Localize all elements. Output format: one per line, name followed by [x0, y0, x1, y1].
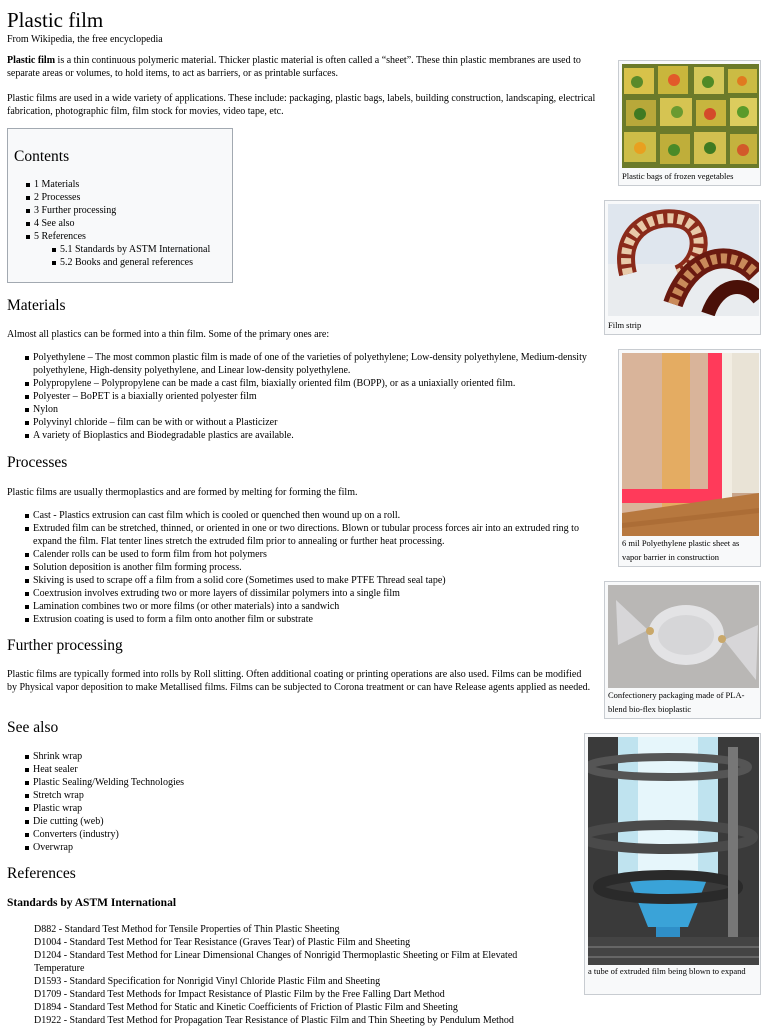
list-item: Extrusion coating is used to form a film onto another film or substrate [33, 613, 597, 626]
toc-item[interactable]: 4 See also [34, 217, 210, 230]
figure-film-strip [604, 200, 761, 335]
list-item[interactable]: Heat sealer [33, 763, 333, 776]
reference-item: D1922 - Standard Test Method for Propagation Tear Resistance of Plastic Film and Thin Sheeting by Pendulum Method [34, 1015, 514, 1026]
toc-item-label[interactable]: 5 References [34, 231, 86, 242]
list-item: A variety of Bioplastics and Biodegradable plastics are available. [33, 429, 597, 442]
intro-paragraph-2: Plastic films are used in a wide variety of applications. These include: packaging, plastic bags, labels, building construction, landscaping, electrical fabrication, photographic film, film stock for movies, video tape, etc. [7, 93, 596, 117]
reference-item: D1004 - Standard Test Method for Tear Resistance (Graves Tear) of Plastic Film and Sheeting [34, 937, 411, 948]
film-strip-image [608, 204, 759, 316]
table-of-contents [7, 128, 233, 283]
figure-caption: Film strip [608, 320, 642, 330]
figure-caption: 6 mil Polyethylene plastic sheet as vapor barrier in construction [622, 538, 740, 562]
references-list [34, 923, 559, 1027]
materials-intro: Almost all plastics can be formed into a thin film. Some of the primary ones are: [7, 329, 330, 340]
page-title: Plastic film [7, 8, 104, 32]
list-item[interactable]: Overwrap [33, 841, 333, 854]
toc-subitem[interactable]: 5.1 Standards by ASTM International [60, 244, 211, 255]
processes-list [7, 509, 597, 626]
further-processing-heading: Further processing [7, 637, 123, 654]
see-also-list [7, 750, 333, 854]
toc-item[interactable]: 1 Materials [34, 178, 210, 191]
list-item[interactable]: Die cutting (web) [33, 815, 333, 828]
list-item: Polyethylene – The most common plastic film is made of one of the varieties of polyethylene; Low-density polyethylene, Medium-density polyethylene, High-density polyethylene, and Linear low-density polyethylene. [33, 351, 597, 377]
list-item: Polyvinyl chloride – film can be with or without a Plasticizer [33, 416, 597, 429]
materials-heading: Materials [7, 297, 66, 314]
toc-item[interactable]: 2 Processes [34, 191, 210, 204]
toc-list [14, 178, 210, 269]
figure-caption: Confectionery packaging made of PLA-blend bio-flex bioplastic [608, 690, 745, 714]
list-item: Skiving is used to scrape off a film from a solid core (Sometimes used to make PTFE Thread seal tape) [33, 574, 597, 587]
intro-bold-term: Plastic film [7, 55, 56, 66]
processes-intro: Plastic films are usually thermoplastics and are formed by melting for forming the film. [7, 487, 358, 498]
figure-confectionery-packaging [604, 581, 761, 719]
processes-heading: Processes [7, 454, 68, 471]
toc-item[interactable] [34, 230, 210, 269]
list-item: Calender rolls can be used to form film from hot polymers [33, 548, 597, 561]
reference-item: D882 - Standard Test Method for Tensile Properties of Thin Plastic Sheeting [34, 924, 340, 935]
list-item[interactable]: Converters (industry) [33, 828, 333, 841]
list-item: Polypropylene – Polypropylene can be made a cast film, biaxially oriented film (BOPP), or as a uniaxially oriented film. [33, 377, 597, 390]
figure-frozen-vegetables [618, 60, 761, 186]
toc-item[interactable]: 3 Further processing [34, 204, 210, 217]
list-item: Polyester – BoPET is a biaxially oriented polyester film [33, 390, 597, 403]
materials-list [7, 351, 597, 442]
astm-standards-heading: Standards by ASTM International [7, 897, 177, 909]
blown-film-tube-image [588, 737, 759, 965]
list-item[interactable]: Shrink wrap [33, 750, 333, 763]
reference-item: D1593 - Standard Specification for Nonrigid Vinyl Chloride Plastic Film and Sheeting [34, 976, 381, 987]
reference-item: D1204 - Standard Test Method for Linear Dimensional Changes of Nonrigid Thermoplastic Sheeting or Film at Elevated Temperature [34, 950, 518, 974]
confectionery-packaging-image [608, 585, 759, 688]
toc-sublist [34, 243, 210, 269]
page-subtitle: From Wikipedia, the free encyclopedia [7, 34, 163, 45]
figure-blown-film-tube [584, 733, 761, 995]
list-item: Extruded film can be stretched, thinned, or oriented in one or two directions. Blown or tubular process forces air into an extruded ring to expand the film. Flat tenter lines stretch the extruded film prior to annealing or further heat processing. [33, 522, 597, 548]
figure-polyethylene-sheet [618, 349, 761, 567]
list-item: Cast - Plastics extrusion can cast film which is cooled or quenched then wound up on a roll. [33, 509, 597, 522]
list-item: Nylon [33, 403, 597, 416]
intro-paragraph-1 [7, 54, 597, 80]
reference-item: D1894 - Standard Test Method for Static and Kinetic Coefficients of Friction of Plastic Film and Sheeting [34, 1002, 458, 1013]
reference-item: D1709 - Standard Test Methods for Impact Resistance of Plastic Film by the Free Falling Dart Method [34, 989, 445, 1000]
figure-caption: a tube of extruded film being blown to expand [588, 966, 746, 976]
toc-heading: Contents [14, 148, 70, 165]
list-item: Coextrusion involves extruding two or more layers of dissimilar polymers into a single film [33, 587, 597, 600]
see-also-heading: See also [7, 719, 59, 736]
list-item: Solution deposition is another film forming process. [33, 561, 597, 574]
list-item: Lamination combines two or more films (or other materials) into a sandwich [33, 600, 597, 613]
list-item[interactable]: Plastic Sealing/Welding Technologies [33, 776, 333, 789]
toc-subitem[interactable]: 5.2 Books and general references [60, 256, 210, 269]
list-item[interactable]: Stretch wrap [33, 789, 333, 802]
figure-caption: Plastic bags of frozen vegetables [622, 171, 734, 181]
frozen-vegetables-image [622, 64, 759, 168]
list-item[interactable]: Plastic wrap [33, 802, 333, 815]
polyethylene-sheet-image [622, 353, 759, 536]
further-processing-text: Plastic films are typically formed into rolls by Roll slitting. Often additional coating or printing operations are also used. Films can be modified by Physical vapor deposition to make Metallised films. Films can be subjected to Corona treatment or can have Release agents applied as needed. [7, 669, 591, 693]
intro-p1-text: is a thin continuous polymeric material. Thicker plastic material is often called a “sheet”. These thin plastic membranes are used to separate areas or volumes, to hold items, to act as barriers, or as printable surfaces. [7, 55, 581, 79]
references-heading: References [7, 865, 76, 882]
